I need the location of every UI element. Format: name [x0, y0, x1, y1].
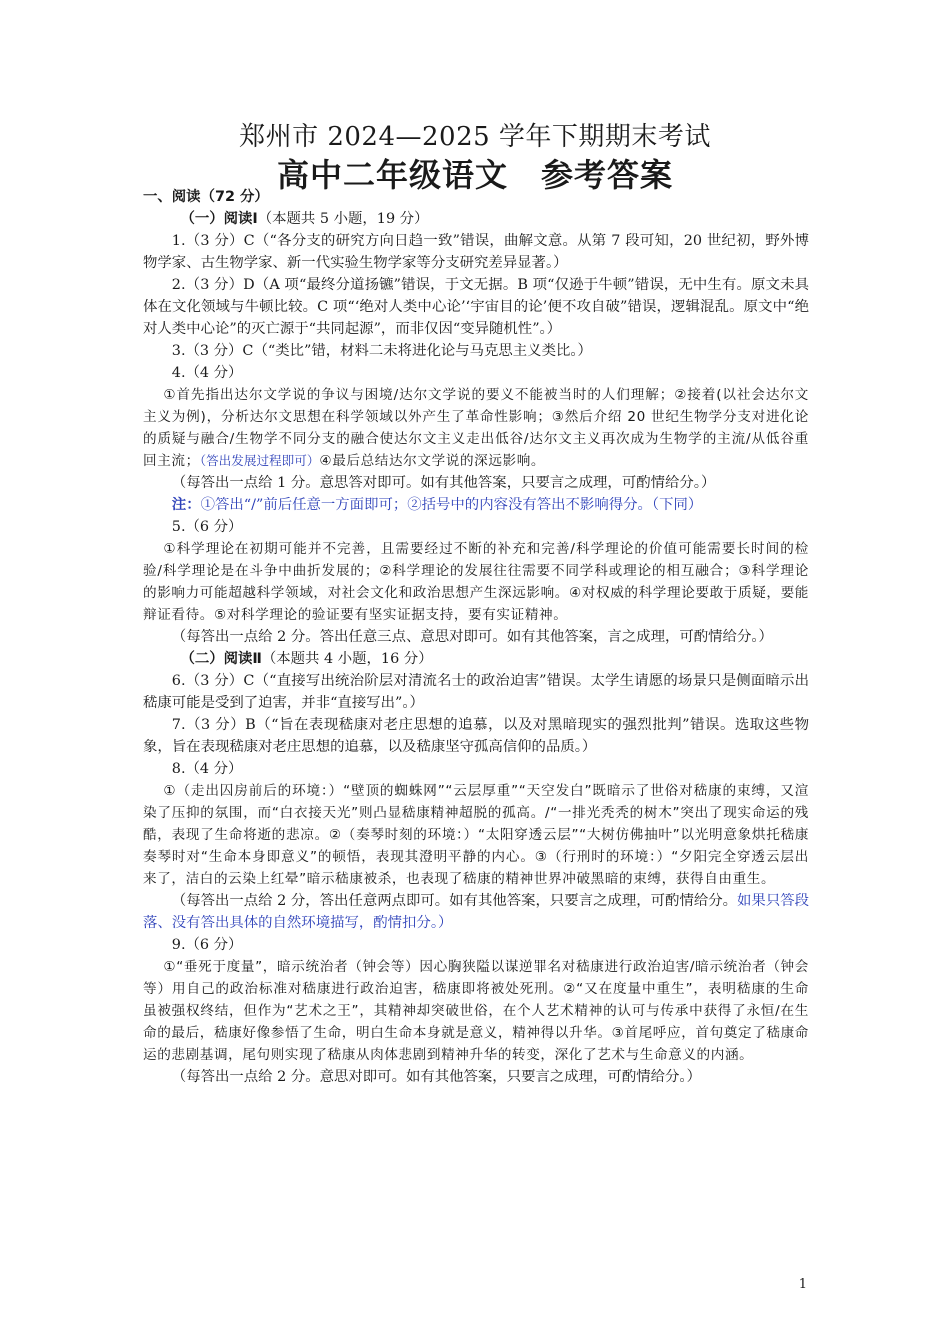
q9-answer: ①“垂死于度量”，暗示统治者（钟会等）因心胸狭隘以谋逆罪名对嵇康进行政治迫害/暗示统治者（钟会等）用自己的政治标准对嵇康进行政治迫害，嵇康即将被处死刑。②“又在度量中重生”，表明嵇康的生命虽被强权终结，但作为“艺术之王”，其精神却突破世俗，在个人艺术精神的认可与传承中获得了永恒/在生命的最后，嵇康好像参悟了生命，明白生命本身就是意义，精神得以升华。③首尾呼应，首句奠定了嵇康命运的悲剧基调，尾句则实现了嵇康从肉体悲剧到精神升华的转变，深化了艺术与生命意义的内涵。 — [143, 959, 809, 1063]
q1-answer: 1.（3 分）C（“各分支的研究方向日趋一致”错误，曲解文意。从第 7 段可知，20 世纪初，野外博物学家、古生物学家、新一代实验生物学家等分支研究差异显著。） — [143, 233, 809, 271]
q4-scoring: （每答出一点给 1 分。意思答对即可。如有其他答案，只要言之成理，可酌情给分。） — [171, 475, 716, 491]
q3-answer: 3.（3 分）C（“类比”错，材料二未将进化论与马克思主义类比。） — [171, 343, 592, 359]
q2-answer: 2.（3 分）D（A 项“最终分道扬镳”错误，于文无据。B 项“仅逊于牛顿”错误，无中生有。原文未具体在文化领域与牛顿比较。C 项“‘绝对人类中心论’‘宇宙目的论’便不攻自破”错误，逻辑混乱。原文中“绝对人类中心论”的灭亡源于“共同起源”，而非仅因“变异随机性”。） — [143, 277, 809, 337]
q5-answer: ①科学理论在初期可能并不完善，且需要经过不断的补充和完善/科学理论的价值可能需要长时间的检验/科学理论是在斗争中曲折发展的；②科学理论的发展往往需要不同学科或理论的相互融合；③科学理论的影响力可能超越科学领域，对社会文化和政治思想产生深远影响。④对权威的科学理论要敢于质疑，要能辩证看待。⑤对科学理论的验证要有坚实证据支持，要有实证精神。 — [143, 541, 809, 623]
scoring-note — [143, 494, 809, 516]
exam-subtitle: 高中二年级语文 参考答案 — [276, 156, 673, 194]
exam-title: 郑州市 2024—2025 学年下期期末考试 — [239, 122, 711, 152]
q8-answer: ①（走出囚房前后的环境：）“壁顶的蜘蛛网”“云层厚重”“天空发白”既暗示了世俗对嵇康的束缚，又渲染了压抑的氛围，而“白衣接天光”则凸显嵇康精神超脱的孤高。/“一排光秃秃的树木”突出了现实命运的残酷，表现了生命将逝的悲凉。②（奏琴时刻的环境：）“太阳穿透云层”“大树仿佛抽叶”以光明意象烘托嵇康奏琴时对“生命本身即意义”的顿悟，表现其澄明平静的内心。③（行刑时的环境：）“夕阳完全穿透云层出来了，洁白的云染上红晕”暗示嵇康被杀，也表现了嵇康的精神世界冲破黑暗的束缚，获得自由重生。 — [143, 783, 809, 887]
reading1-title: （一）阅读Ⅰ — [180, 211, 258, 227]
q8-heading: 8.（4 分） — [171, 761, 243, 777]
q4-answer-hint: （答出发展过程即可） — [199, 453, 320, 468]
reading2-title: （二）阅读Ⅱ — [180, 651, 262, 667]
q9-heading: 9.（6 分） — [171, 937, 243, 953]
q7-answer: 7.（3 分）B（“旨在表现嵇康对老庄思想的追慕，以及对黑暗现实的强烈批判”错误。选取这些物象，旨在表现嵇康对老庄思想的追慕，以及嵇康坚守孤高信仰的品质。） — [143, 717, 809, 755]
note-label: 注： — [171, 496, 201, 513]
page-number: 1 — [798, 1277, 807, 1292]
reading2-info: （本题共 4 小题，16 分） — [261, 651, 433, 667]
note-text: ①答出“/”前后任意一方面即可；②括号中的内容没有答出不影响得分。（下同） — [200, 497, 703, 513]
q8-scoring-note: 如果只答段落、没有答出具体的自然环境描写，酌情扣分。） — [143, 893, 809, 931]
reading1-info: （本题共 5 小题，19 分） — [257, 211, 429, 227]
q5-scoring: （每答出一点给 2 分。答出任意三点、意思对即可。如有其他答案，言之成理，可酌情给分。） — [171, 629, 773, 645]
q6-answer: 6.（3 分）C（“直接写出统治阶层对清流名士的政治迫害”错误。太学生请愿的场景只是侧面暗示出嵇康可能是受到了迫害，并非“直接写出”。） — [143, 673, 809, 711]
section-heading: 一、阅读（72 分） — [143, 189, 269, 205]
q4-answer-text: ①首先指出达尔文学说的争议与困境/达尔文学说的要义不能被当时的人们理解；②接着(以社会达尔文主义为例)，分析达尔文思想在科学领域以外产生了革命性影响；③然后介绍 20 世纪生物学分支对进化论的质疑与融合/生物学不同分支的融合使达尔文主义走出低谷/达尔文主义再次成为生物学的主流/从低谷重回主流； — [143, 387, 809, 469]
q8-scoring — [143, 890, 809, 934]
q4-answer-end: ④最后总结达尔文学说的深远影响。 — [319, 453, 546, 469]
q8-scoring-text: （每答出一点给 2 分，答出任意两点即可。如有其他答案，只要言之成理，可酌情给分。 — [171, 893, 738, 909]
q9-scoring: （每答出一点给 2 分。意思对即可。如有其他答案，只要言之成理，可酌情给分。） — [171, 1069, 701, 1085]
reading1-heading — [143, 208, 809, 230]
q4-answer — [143, 384, 809, 472]
answer-content — [143, 186, 809, 1088]
q5-heading: 5.（6 分） — [171, 519, 243, 535]
reading2-heading — [143, 648, 809, 670]
q4-heading: 4.（4 分） — [171, 365, 243, 381]
